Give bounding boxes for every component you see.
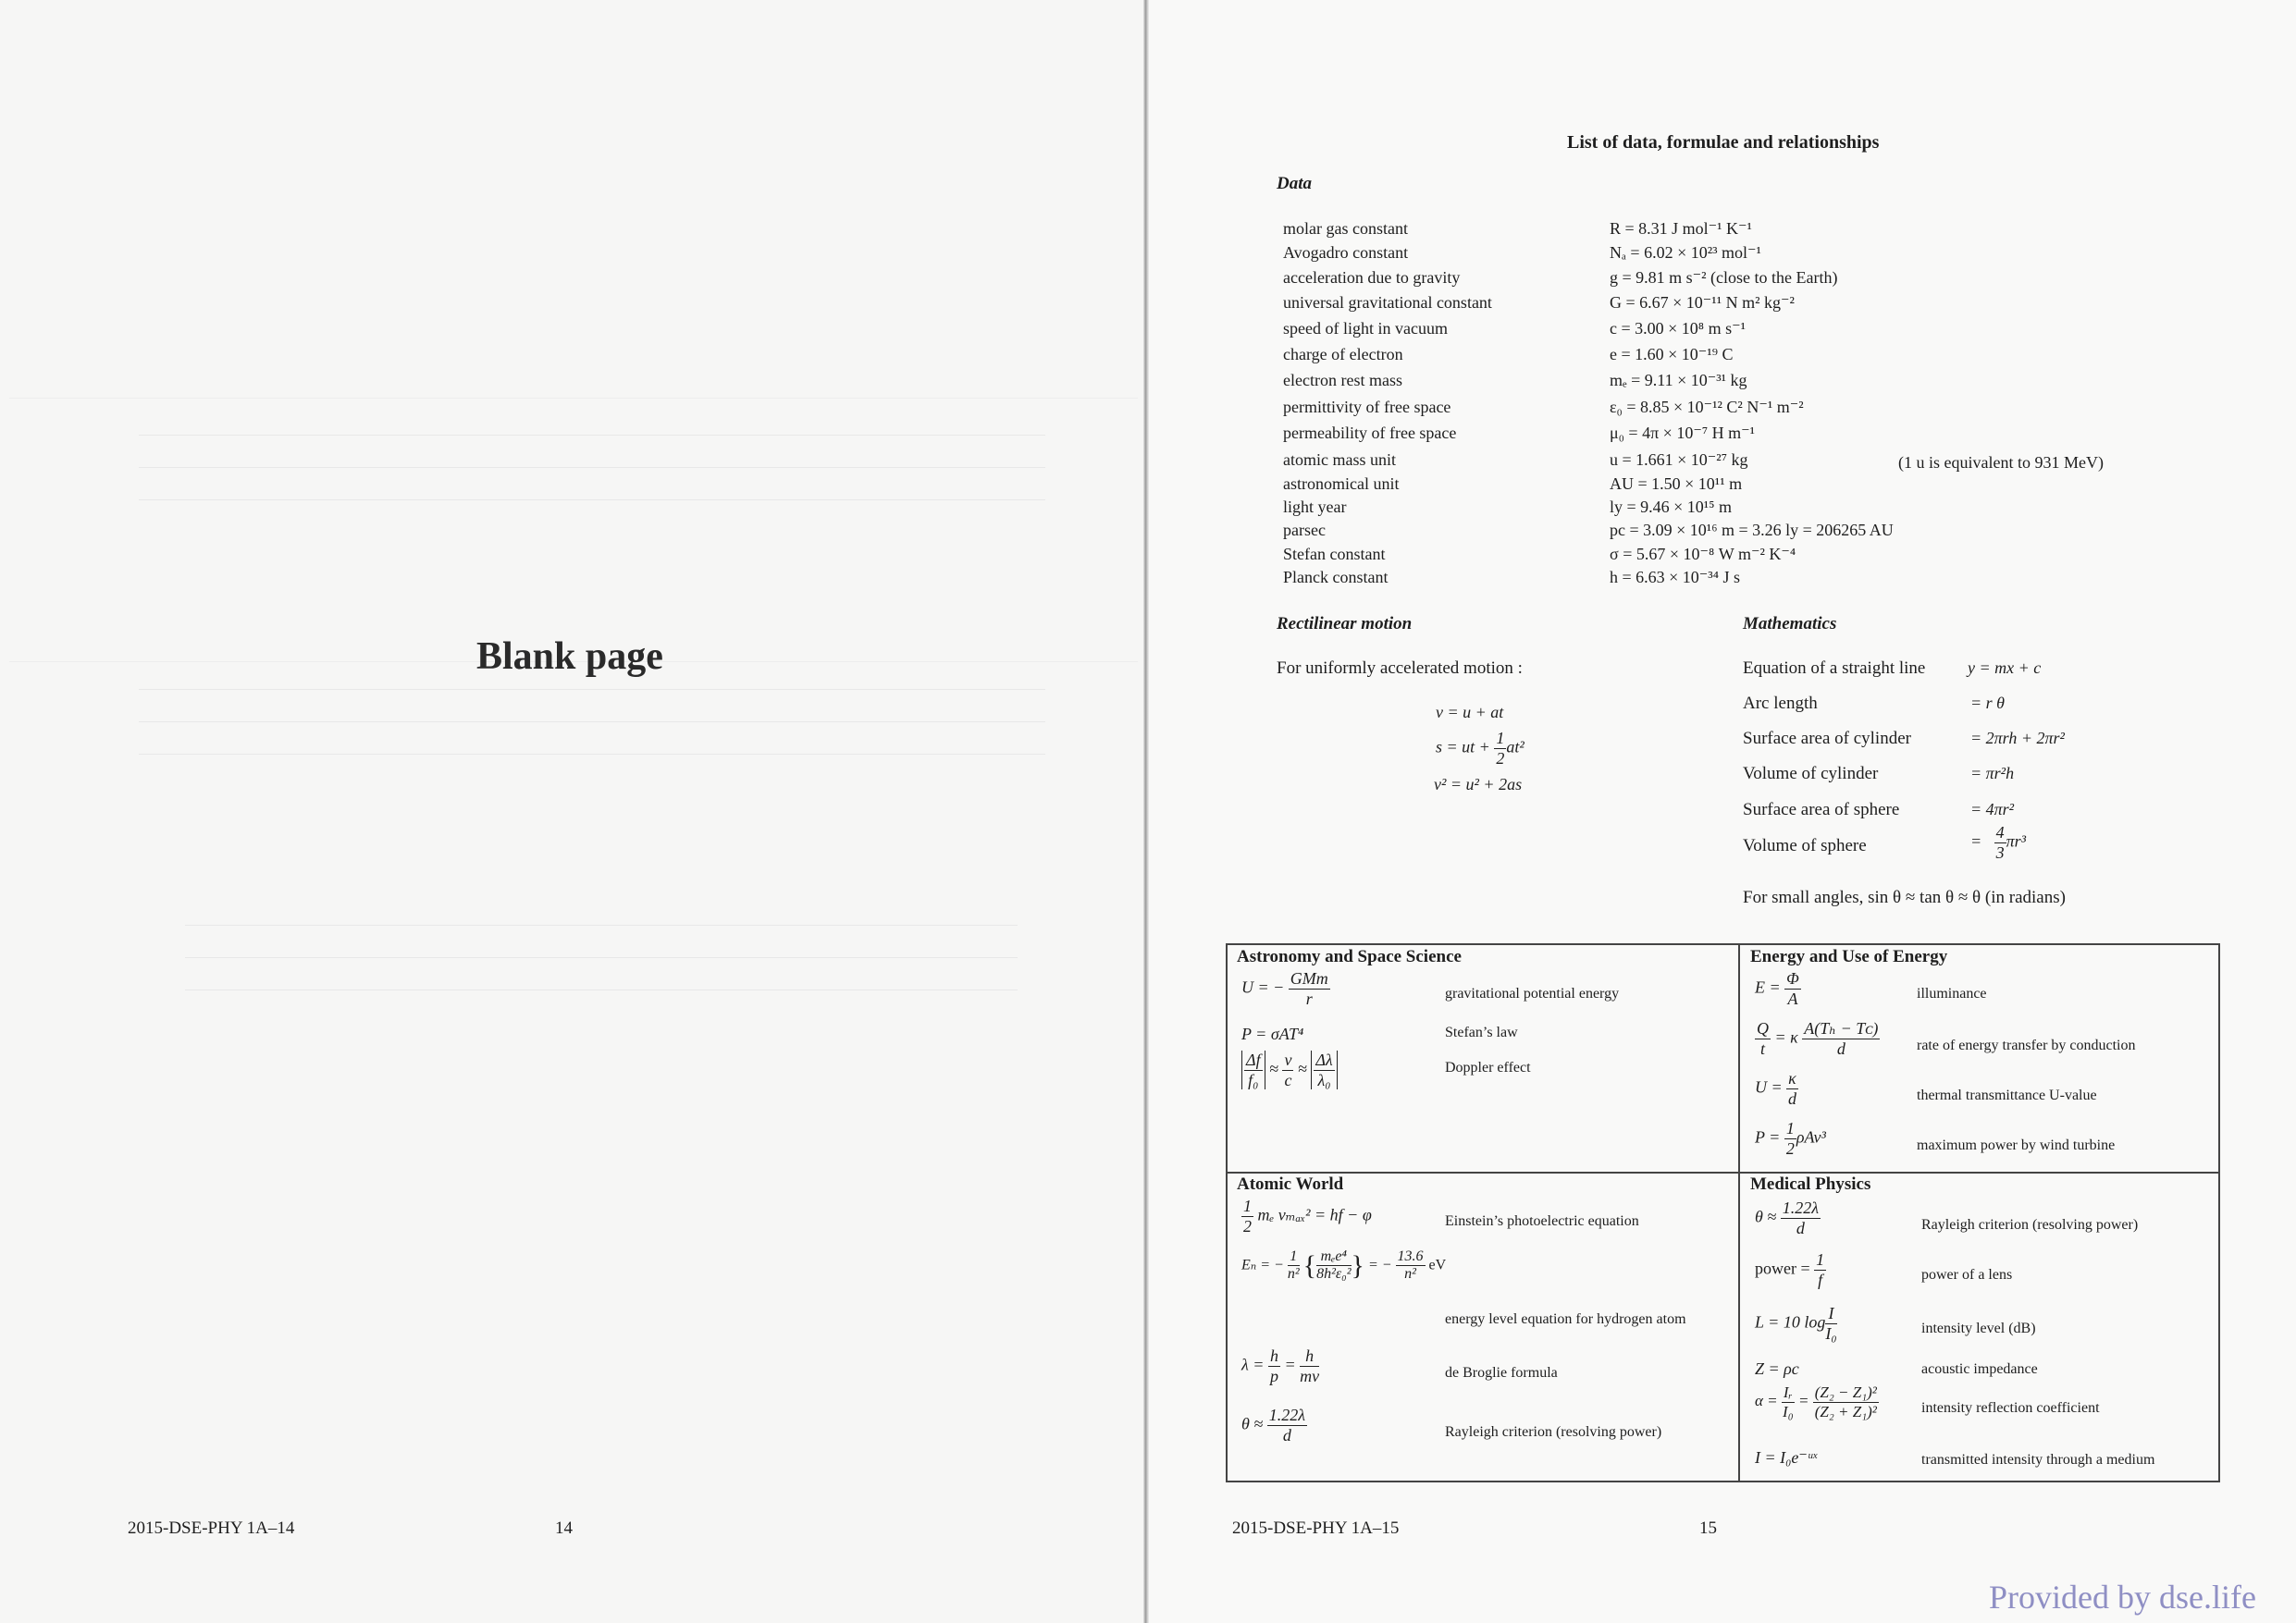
show-through bbox=[139, 689, 1045, 690]
desc-doppler: Doppler effect bbox=[1445, 1060, 1531, 1076]
constant-value: μ₀ = 4π × 10⁻⁷ H m⁻¹ bbox=[1610, 424, 1755, 442]
constant-name: speed of light in vacuum bbox=[1283, 319, 1448, 338]
desc-photoelectric: Einstein’s photoelectric equation bbox=[1445, 1213, 1639, 1229]
constant-name: charge of electron bbox=[1283, 345, 1403, 363]
constant-value: e = 1.60 × 10⁻¹⁹ C bbox=[1610, 345, 1734, 363]
formula-energy-level: Eₙ = − $\frac{1}{\text{n²}}$ { $\frac{\text{mₑe⁴}}{\text{8h²ε₀²}}$ } = − $\frac{13.6}{\text{n²}}$ eV bbox=[1241, 1248, 1447, 1283]
desc-wind-power: maximum power by wind turbine bbox=[1917, 1137, 2116, 1153]
constant-name: light year bbox=[1283, 498, 1347, 516]
formula-rayleigh-atomic: θ ≈ $\frac{1.22\lambda}{d}$ bbox=[1241, 1406, 1306, 1445]
constant-name: parsec bbox=[1283, 521, 1326, 539]
formula-photoelectric: $\frac{1}{2}$ mₑ vₘₐₓ² = hf − φ bbox=[1243, 1197, 1372, 1236]
page-number: 14 bbox=[555, 1518, 573, 1538]
mathematics-heading: Mathematics bbox=[1743, 614, 1837, 633]
constant-name: permittivity of free space bbox=[1283, 398, 1451, 416]
show-through bbox=[185, 925, 1018, 926]
math-expression: y = mx + c bbox=[1968, 658, 2042, 677]
formula-conduction: $\frac{Q}{t}$ = κ $\frac{\text{A(Tₕ − Tᴄ)}}{d}$ bbox=[1757, 1019, 1879, 1058]
formula-illuminance: E = $\frac{\Phi}{A}$ bbox=[1755, 969, 1799, 1008]
desc-transmitted-intensity: transmitted intensity through a medium bbox=[1921, 1452, 2155, 1468]
rectilinear-heading: Rectilinear motion bbox=[1277, 614, 1413, 633]
math-label: Surface area of cylinder bbox=[1743, 729, 1911, 748]
watermark-link[interactable]: Provided by dse.life bbox=[1989, 1579, 2256, 1616]
constant-value: σ = 5.67 × 10⁻⁸ W m⁻² K⁻⁴ bbox=[1610, 545, 1796, 563]
desc-stefan: Stefan’s law bbox=[1445, 1025, 1518, 1040]
show-through bbox=[185, 957, 1018, 958]
rectilinear-intro: For uniformly accelerated motion : bbox=[1277, 658, 1523, 678]
math-expression: = 2πrh + 2πr² bbox=[1970, 729, 2065, 747]
formula-de-broglie: λ = $\frac{h}{p}$ = $\frac{h}{mv}$ bbox=[1241, 1346, 1320, 1385]
desc-acoustic-impedance: acoustic impedance bbox=[1921, 1361, 2038, 1377]
show-through bbox=[139, 467, 1045, 468]
desc-reflection-coefficient: intensity reflection coefficient bbox=[1921, 1400, 2100, 1416]
constant-value: mₑ = 9.11 × 10⁻³¹ kg bbox=[1610, 371, 1747, 389]
show-through bbox=[139, 754, 1045, 755]
page-number: 15 bbox=[1699, 1518, 1717, 1538]
desc-illuminance: illuminance bbox=[1917, 986, 1987, 1002]
constant-value: ε₀ = 8.85 × 10⁻¹² C² N⁻¹ m⁻² bbox=[1610, 398, 1804, 416]
math-expression: = $\frac{4}{3}$ πr³ bbox=[1970, 823, 2027, 862]
desc-energy-level: energy level equation for hydrogen atom bbox=[1445, 1311, 1686, 1327]
medical-title: Medical Physics bbox=[1750, 1174, 1871, 1194]
constant-name: Avogadro constant bbox=[1283, 243, 1409, 262]
constant-value: R = 8.31 J mol⁻¹ K⁻¹ bbox=[1610, 219, 1752, 238]
constant-name: Planck constant bbox=[1283, 568, 1389, 586]
math-label: Equation of a straight line bbox=[1743, 658, 1926, 678]
small-angle-note: For small angles, sin θ ≈ tan θ ≈ θ (in radians) bbox=[1743, 888, 2066, 907]
constant-name: astronomical unit bbox=[1283, 474, 1400, 493]
equation-s-left: s = ut + bbox=[1436, 737, 1495, 756]
formula-reflection-coefficient: α = $\frac{\text{Iᵣ}}{\text{I₀}}$ = $\frac{\text{(Z₂ − Z₁)²}}{\text{(Z₂ + Z₁)²}}$ bbox=[1755, 1383, 1877, 1420]
data-heading: Data bbox=[1277, 174, 1312, 193]
box-divider-horizontal bbox=[1226, 1172, 2220, 1174]
energy-title: Energy and Use of Energy bbox=[1750, 947, 1948, 966]
math-label: Volume of sphere bbox=[1743, 836, 1867, 855]
constant-value: pc = 3.09 × 10¹⁶ m = 3.26 ly = 206265 AU bbox=[1610, 521, 1894, 539]
constant-value: h = 6.63 × 10⁻³⁴ J s bbox=[1610, 568, 1740, 586]
constant-value: c = 3.00 × 10⁸ m s⁻¹ bbox=[1610, 319, 1746, 338]
desc-u-value: thermal transmittance U-value bbox=[1917, 1088, 2097, 1103]
show-through bbox=[9, 398, 1138, 399]
astronomy-title: Astronomy and Space Science bbox=[1237, 947, 1462, 966]
right-page bbox=[1149, 0, 2296, 1623]
formula-wind-power: P = $\frac{1}{2}$ ρAv³ bbox=[1755, 1119, 1826, 1158]
math-expression: = πr²h bbox=[1970, 764, 2015, 782]
constant-value: AU = 1.50 × 10¹¹ m bbox=[1610, 474, 1743, 493]
constant-value: ly = 9.46 × 10¹⁵ m bbox=[1610, 498, 1732, 516]
formula-lens-power: power = $\frac{1}{f}$ bbox=[1755, 1250, 1825, 1289]
left-page bbox=[0, 0, 1147, 1623]
constant-value: u = 1.661 × 10⁻²⁷ kg bbox=[1610, 450, 1748, 469]
show-through bbox=[139, 435, 1045, 436]
constant-name: acceleration due to gravity bbox=[1283, 268, 1461, 287]
equation-s bbox=[1436, 729, 1524, 768]
amu-note: (1 u is equivalent to 931 MeV) bbox=[1898, 453, 2104, 472]
formula-rayleigh-medical: θ ≈ $\frac{1.22\lambda}{d}$ bbox=[1755, 1199, 1820, 1237]
desc-de-broglie: de Broglie formula bbox=[1445, 1365, 1558, 1381]
constant-name: permeability of free space bbox=[1283, 424, 1457, 442]
math-label: Volume of cylinder bbox=[1743, 764, 1879, 783]
formula-intensity-level: L = 10 log $\frac{I}{\text{I₀}}$ bbox=[1755, 1304, 1837, 1343]
equation-v-squared: v² = u² + 2as bbox=[1434, 775, 1523, 793]
fraction-half: $\frac{1}{2}$ bbox=[1496, 729, 1505, 768]
show-through bbox=[139, 721, 1045, 722]
constant-name: atomic mass unit bbox=[1283, 450, 1396, 469]
show-through bbox=[139, 499, 1045, 500]
formula-acoustic-impedance: Z = ρc bbox=[1755, 1359, 1799, 1378]
page-title: List of data, formulae and relationships bbox=[1567, 132, 1880, 153]
constant-name: Stefan constant bbox=[1283, 545, 1386, 563]
constant-name: universal gravitational constant bbox=[1283, 293, 1492, 312]
formula-u-value: U = $\frac{\kappa}{d}$ bbox=[1755, 1069, 1796, 1108]
blank-page-title: Blank page bbox=[476, 635, 663, 678]
constant-name: molar gas constant bbox=[1283, 219, 1408, 238]
box-divider-vertical bbox=[1738, 943, 1740, 1482]
formula-transmitted-intensity: I = I₀e⁻ᵘˣ bbox=[1755, 1448, 1818, 1467]
desc-rayleigh-atomic: Rayleigh criterion (resolving power) bbox=[1445, 1424, 1662, 1440]
desc-gravitational-pe: gravitational potential energy bbox=[1445, 986, 1620, 1002]
constant-name: electron rest mass bbox=[1283, 371, 1402, 389]
desc-intensity-level: intensity level (dB) bbox=[1921, 1321, 2036, 1336]
constant-value: g = 9.81 m s⁻² (close to the Earth) bbox=[1610, 268, 1838, 287]
math-label: Surface area of sphere bbox=[1743, 800, 1900, 819]
math-expression: = r θ bbox=[1970, 694, 2005, 712]
constant-value: G = 6.67 × 10⁻¹¹ N m² kg⁻² bbox=[1610, 293, 1795, 312]
formula-doppler: $\frac{\Delta f}{\text{f₀}}$ ≈ $\frac{v}{c}$ ≈ $\frac{\Delta\lambda}{\text{λ₀}}$ bbox=[1241, 1051, 1338, 1089]
footer-code: 2015-DSE-PHY 1A–15 bbox=[1232, 1518, 1400, 1538]
atomic-title: Atomic World bbox=[1237, 1174, 1344, 1194]
footer-code: 2015-DSE-PHY 1A–14 bbox=[128, 1518, 295, 1538]
equation-v: v = u + at bbox=[1436, 703, 1504, 721]
desc-rayleigh-medical: Rayleigh criterion (resolving power) bbox=[1921, 1217, 2139, 1233]
formula-stefan: P = σAT⁴ bbox=[1241, 1025, 1304, 1043]
formula-gravitational-pe: U = − $\frac{\text{GMm}}{r}$ bbox=[1241, 969, 1328, 1008]
constant-value: Nₐ = 6.02 × 10²³ mol⁻¹ bbox=[1610, 243, 1761, 262]
math-expression: = 4πr² bbox=[1970, 800, 2015, 818]
math-label: Arc length bbox=[1743, 694, 1818, 713]
equation-s-right: at² bbox=[1506, 737, 1524, 756]
desc-conduction: rate of energy transfer by conduction bbox=[1917, 1038, 2136, 1053]
desc-lens-power: power of a lens bbox=[1921, 1267, 2013, 1283]
